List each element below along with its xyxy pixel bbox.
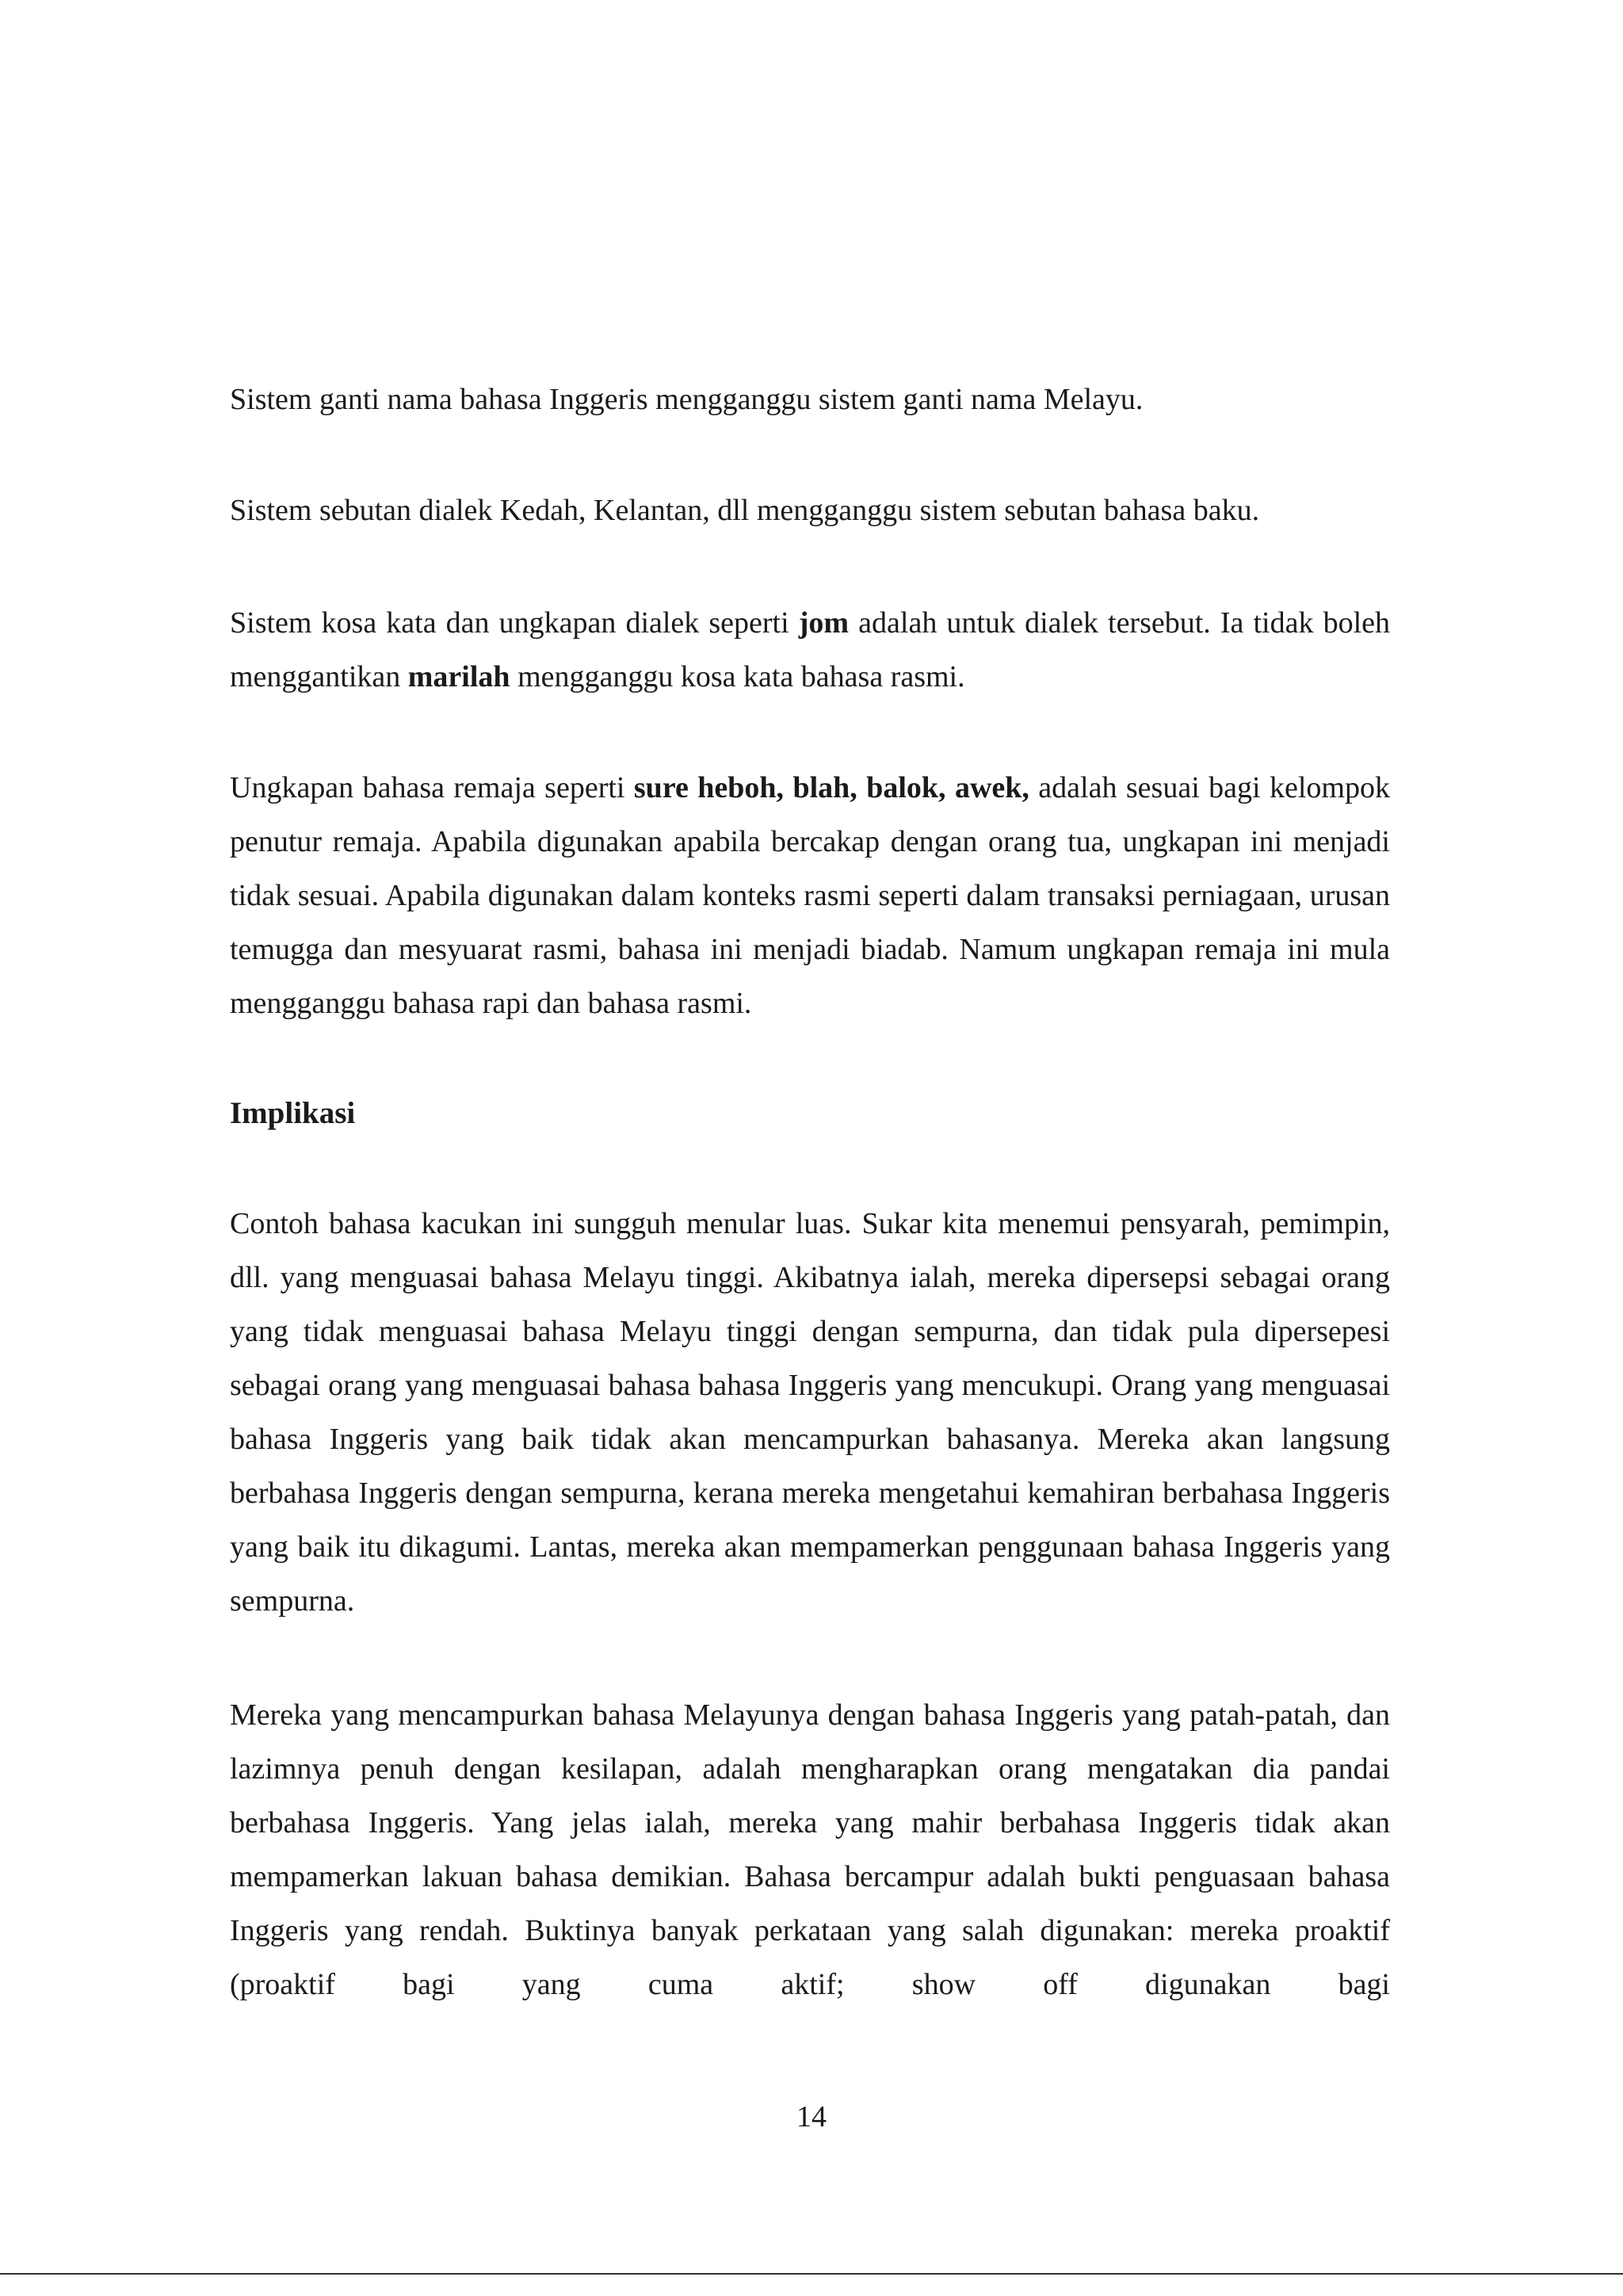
section-heading-implikasi: Implikasi [230,1096,356,1130]
paragraph-sebutan-dialek: Sistem sebutan dialek Kedah, Kelantan, dll mengganggu sistem sebutan bahasa baku. [230,494,1260,527]
paragraph-bahasa-remaja [230,761,1390,1030]
text-run: mengganggu kosa kata bahasa rasmi. [510,660,965,693]
bold-term-jom: jom [798,606,850,640]
text-run: Sistem kosa kata dan ungkapan dialek seperti [230,606,799,640]
paragraph-bahasa-kacukan: Contoh bahasa kacukan ini sungguh menular luas. Sukar kita menemui pensyarah, pemimpin, dll. yang menguasai bahasa Melayu tinggi. Akibatnya ialah, mereka dipersepsi sebagai orang yang tidak menguasai bahasa Melayu tinggi dengan sempurna, dan tidak pula dipersepesi sebagai orang yang menguasai bahasa bahasa Inggeris yang mencukupi. Orang yang menguasai bahasa Inggeris yang baik tidak akan mencampurkan bahasanya. Mereka akan langsung berbahasa Inggeris dengan sempurna, kerana mereka mengetahui kemahiran berbahasa Inggeris yang baik itu dikagumi. Lantas, mereka akan mempamerkan penggunaan bahasa Inggeris yang sempurna. [230,1207,1390,1618]
bold-term-marilah: marilah [407,660,510,693]
paragraph-ganti-nama: Sistem ganti nama bahasa Inggeris mengganggu sistem ganti nama Melayu. [230,383,1144,416]
text-run: adalah untuk dialek tersebut. Ia tidak boleh menggantikan [230,606,1390,693]
paragraph-bahasa-bercampur: Mereka yang mencampurkan bahasa Melayunya dengan bahasa Inggeris yang patah-patah, dan lazimnya penuh dengan kesilapan, adalah mengharapkan orang mengatakan dia pandai berbahasa Inggeris. Yang jelas ialah, mereka yang mahir berbahasa Inggeris tidak akan mempamerkan lakuan bahasa demikian. Bahasa bercampur adalah bukti penguasaan bahasa Inggeris yang rendah. Buktinya banyak perkataan yang salah digunakan: mereka proaktif (proaktif bagi yang cuma aktif; show off digunakan bagi [230,1698,1390,2001]
text-run: Ungkapan bahasa remaja seperti [230,771,634,804]
text-run: adalah sesuai bagi kelompok penutur remaja. Apabila digunakan apabila bercakap dengan orang tua, ungkapan ini menjadi tidak sesuai. Apabila digunakan dalam konteks rasmi seperti dalam transaksi perniagaan, urusan temugga dan mesyuarat rasmi, bahasa ini menjadi biadab. Namum ungkapan remaja ini mula mengganggu bahasa rapi dan bahasa rasmi. [230,771,1390,1020]
paragraph-kosa-kata [230,596,1390,704]
footer-rule [0,2273,1623,2275]
bold-terms-remaja: sure heboh, blah, balok, awek, [633,771,1029,804]
page-number: 14 [796,2100,827,2134]
